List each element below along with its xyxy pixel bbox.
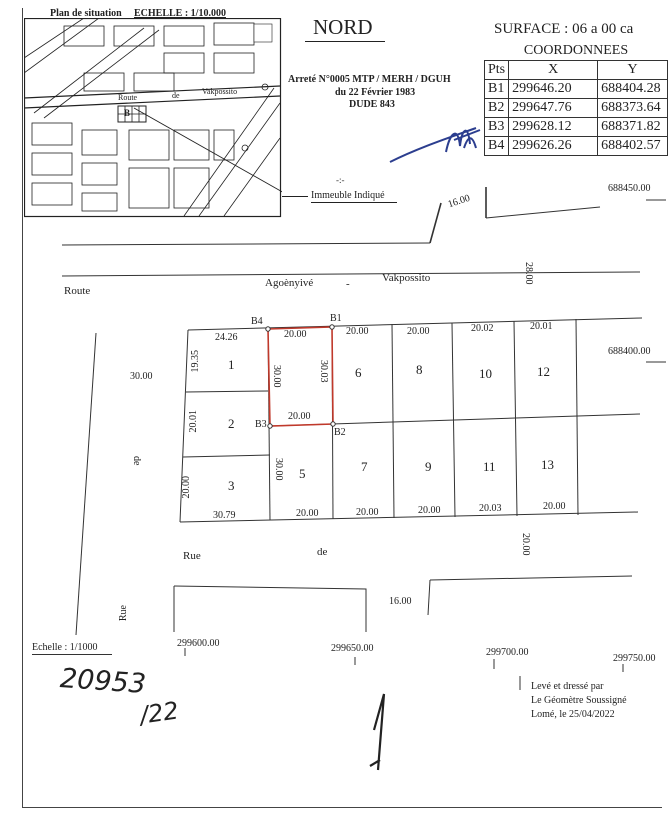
- coords-y: 688371.82: [598, 118, 668, 137]
- point-b3: B3: [255, 419, 267, 430]
- lot-8: 8: [416, 362, 423, 377]
- road-width-bottom: 16.00: [389, 596, 412, 607]
- coords-col-pts: Pts: [485, 61, 509, 80]
- coords-pt: B1: [485, 80, 509, 99]
- lot-9: 9: [425, 459, 432, 474]
- coords-pt: B4: [485, 137, 509, 156]
- coords-y: 688373.64: [598, 99, 668, 118]
- road-top-label-3: -: [346, 278, 350, 290]
- arrete-line-1: Arreté N°0005 MTP / MERH / DGUH: [288, 74, 451, 85]
- arrete-line-3: DUDE 843: [349, 99, 395, 110]
- lot-5: 5: [299, 466, 306, 481]
- dim-20-03: 20.03: [479, 503, 502, 514]
- surface-label: SURFACE : 06 a 00 ca: [494, 21, 634, 37]
- grid-x-1: 299600.00: [177, 638, 220, 649]
- road-top-label-1: Route: [64, 285, 91, 297]
- handwritten-fraction: /22: [138, 696, 181, 730]
- road-width-top: 16.00: [446, 192, 472, 211]
- dim-20-02: 20.02: [471, 323, 494, 334]
- situation-scale: ECHELLE : 1/10.000: [134, 8, 226, 19]
- coords-x: 299647.76: [509, 99, 598, 118]
- dim-30-79: 30.79: [213, 510, 236, 521]
- coords-col-y: Y: [598, 61, 668, 80]
- dim-20-d: 20.00: [296, 508, 319, 519]
- point-b4: B4: [251, 316, 263, 327]
- coords-x: 299626.26: [509, 137, 598, 156]
- handwritten-number: 20953: [59, 663, 147, 700]
- grid-x-2: 299650.00: [331, 643, 374, 654]
- road-top-label-4: Vakpossito: [382, 272, 431, 284]
- lot-1: 1: [228, 357, 235, 372]
- dim-20-g: 20.00: [543, 501, 566, 512]
- street-bottom-rue: Rue: [183, 550, 201, 562]
- coords-title: COORDONNEES: [485, 42, 668, 61]
- dim-20-right: 20.00: [520, 533, 531, 556]
- footer-scale: Echelle : 1/1000: [32, 642, 98, 653]
- dim-20-c: 20.00: [407, 326, 430, 337]
- grid-x-4: 299750.00: [613, 653, 656, 664]
- dim-30-00-b: 30.00: [273, 458, 284, 481]
- lot-11: 11: [483, 459, 496, 474]
- footer-scale-underline: [32, 654, 112, 655]
- lot-3: 3: [228, 478, 235, 493]
- svg-text:-:-: -:-: [336, 175, 345, 185]
- dim-20-b: 20.00: [346, 326, 369, 337]
- coords-x: 299628.12: [509, 118, 598, 137]
- coords-x: 299646.20: [509, 80, 598, 99]
- lot-2: 2: [228, 416, 235, 431]
- immeuble-indique-label: Immeuble Indiqué: [311, 190, 385, 201]
- point-b1: B1: [330, 313, 342, 324]
- lot-7: 7: [361, 459, 368, 474]
- leve-line-2: Le Géomètre Soussigné: [531, 695, 627, 706]
- dim-20-00-v: 20.00: [181, 476, 192, 499]
- coords-y: 688402.57: [598, 137, 668, 156]
- dim-28: 28.00: [523, 262, 534, 285]
- coords-pt: B3: [485, 118, 509, 137]
- coords-col-x: X: [509, 61, 598, 80]
- dim-30-left: 30.00: [130, 371, 153, 382]
- lot-6: 6: [355, 365, 362, 380]
- grid-y-mid: 688400.00: [608, 346, 651, 357]
- dim-20-e: 20.00: [356, 507, 379, 518]
- dim-19-35: 19.35: [190, 350, 201, 373]
- situation-road-label-3: Vakpossito: [202, 87, 238, 96]
- point-b2: B2: [334, 427, 346, 438]
- leve-line-1: Levé et dressé par: [531, 681, 604, 692]
- lot-13: 13: [541, 457, 554, 472]
- leve-line-3: Lomé, le 25/04/2022: [531, 709, 615, 720]
- situation-title: Plan de situation: [50, 8, 122, 19]
- lot-12: 12: [537, 364, 550, 379]
- road-top-label-2: Agoènyivé: [265, 277, 314, 289]
- dim-30-03: 30.03: [318, 360, 329, 383]
- situation-road-label-2: de: [172, 91, 180, 100]
- arrete-line-2: du 22 Février 1983: [335, 87, 416, 98]
- grid-y-top: 688450.00: [608, 183, 651, 194]
- coords-y: 688404.28: [598, 80, 668, 99]
- dim-30-00-a: 30.00: [271, 365, 282, 388]
- dim-20-01: 20.01: [530, 321, 553, 332]
- dim-20-f: 20.00: [418, 505, 441, 516]
- street-left-rue: Rue: [118, 605, 129, 622]
- north-title: NORD: [313, 15, 373, 39]
- handwritten-mark: [360, 690, 400, 780]
- lot-10: 10: [479, 366, 492, 381]
- dim-20-01-v: 20.01: [188, 410, 199, 433]
- coords-pt: B2: [485, 99, 509, 118]
- street-bottom-de: de: [317, 546, 328, 558]
- situation-plot-marker: B: [124, 108, 131, 118]
- situation-road-label-1: Route: [118, 93, 138, 102]
- dim-20-a: 20.00: [284, 329, 307, 340]
- dim-24-26: 24.26: [215, 332, 238, 343]
- street-left-de: de: [131, 456, 142, 466]
- grid-x-3: 299700.00: [486, 647, 529, 658]
- dim-20-inner: 20.00: [288, 411, 311, 422]
